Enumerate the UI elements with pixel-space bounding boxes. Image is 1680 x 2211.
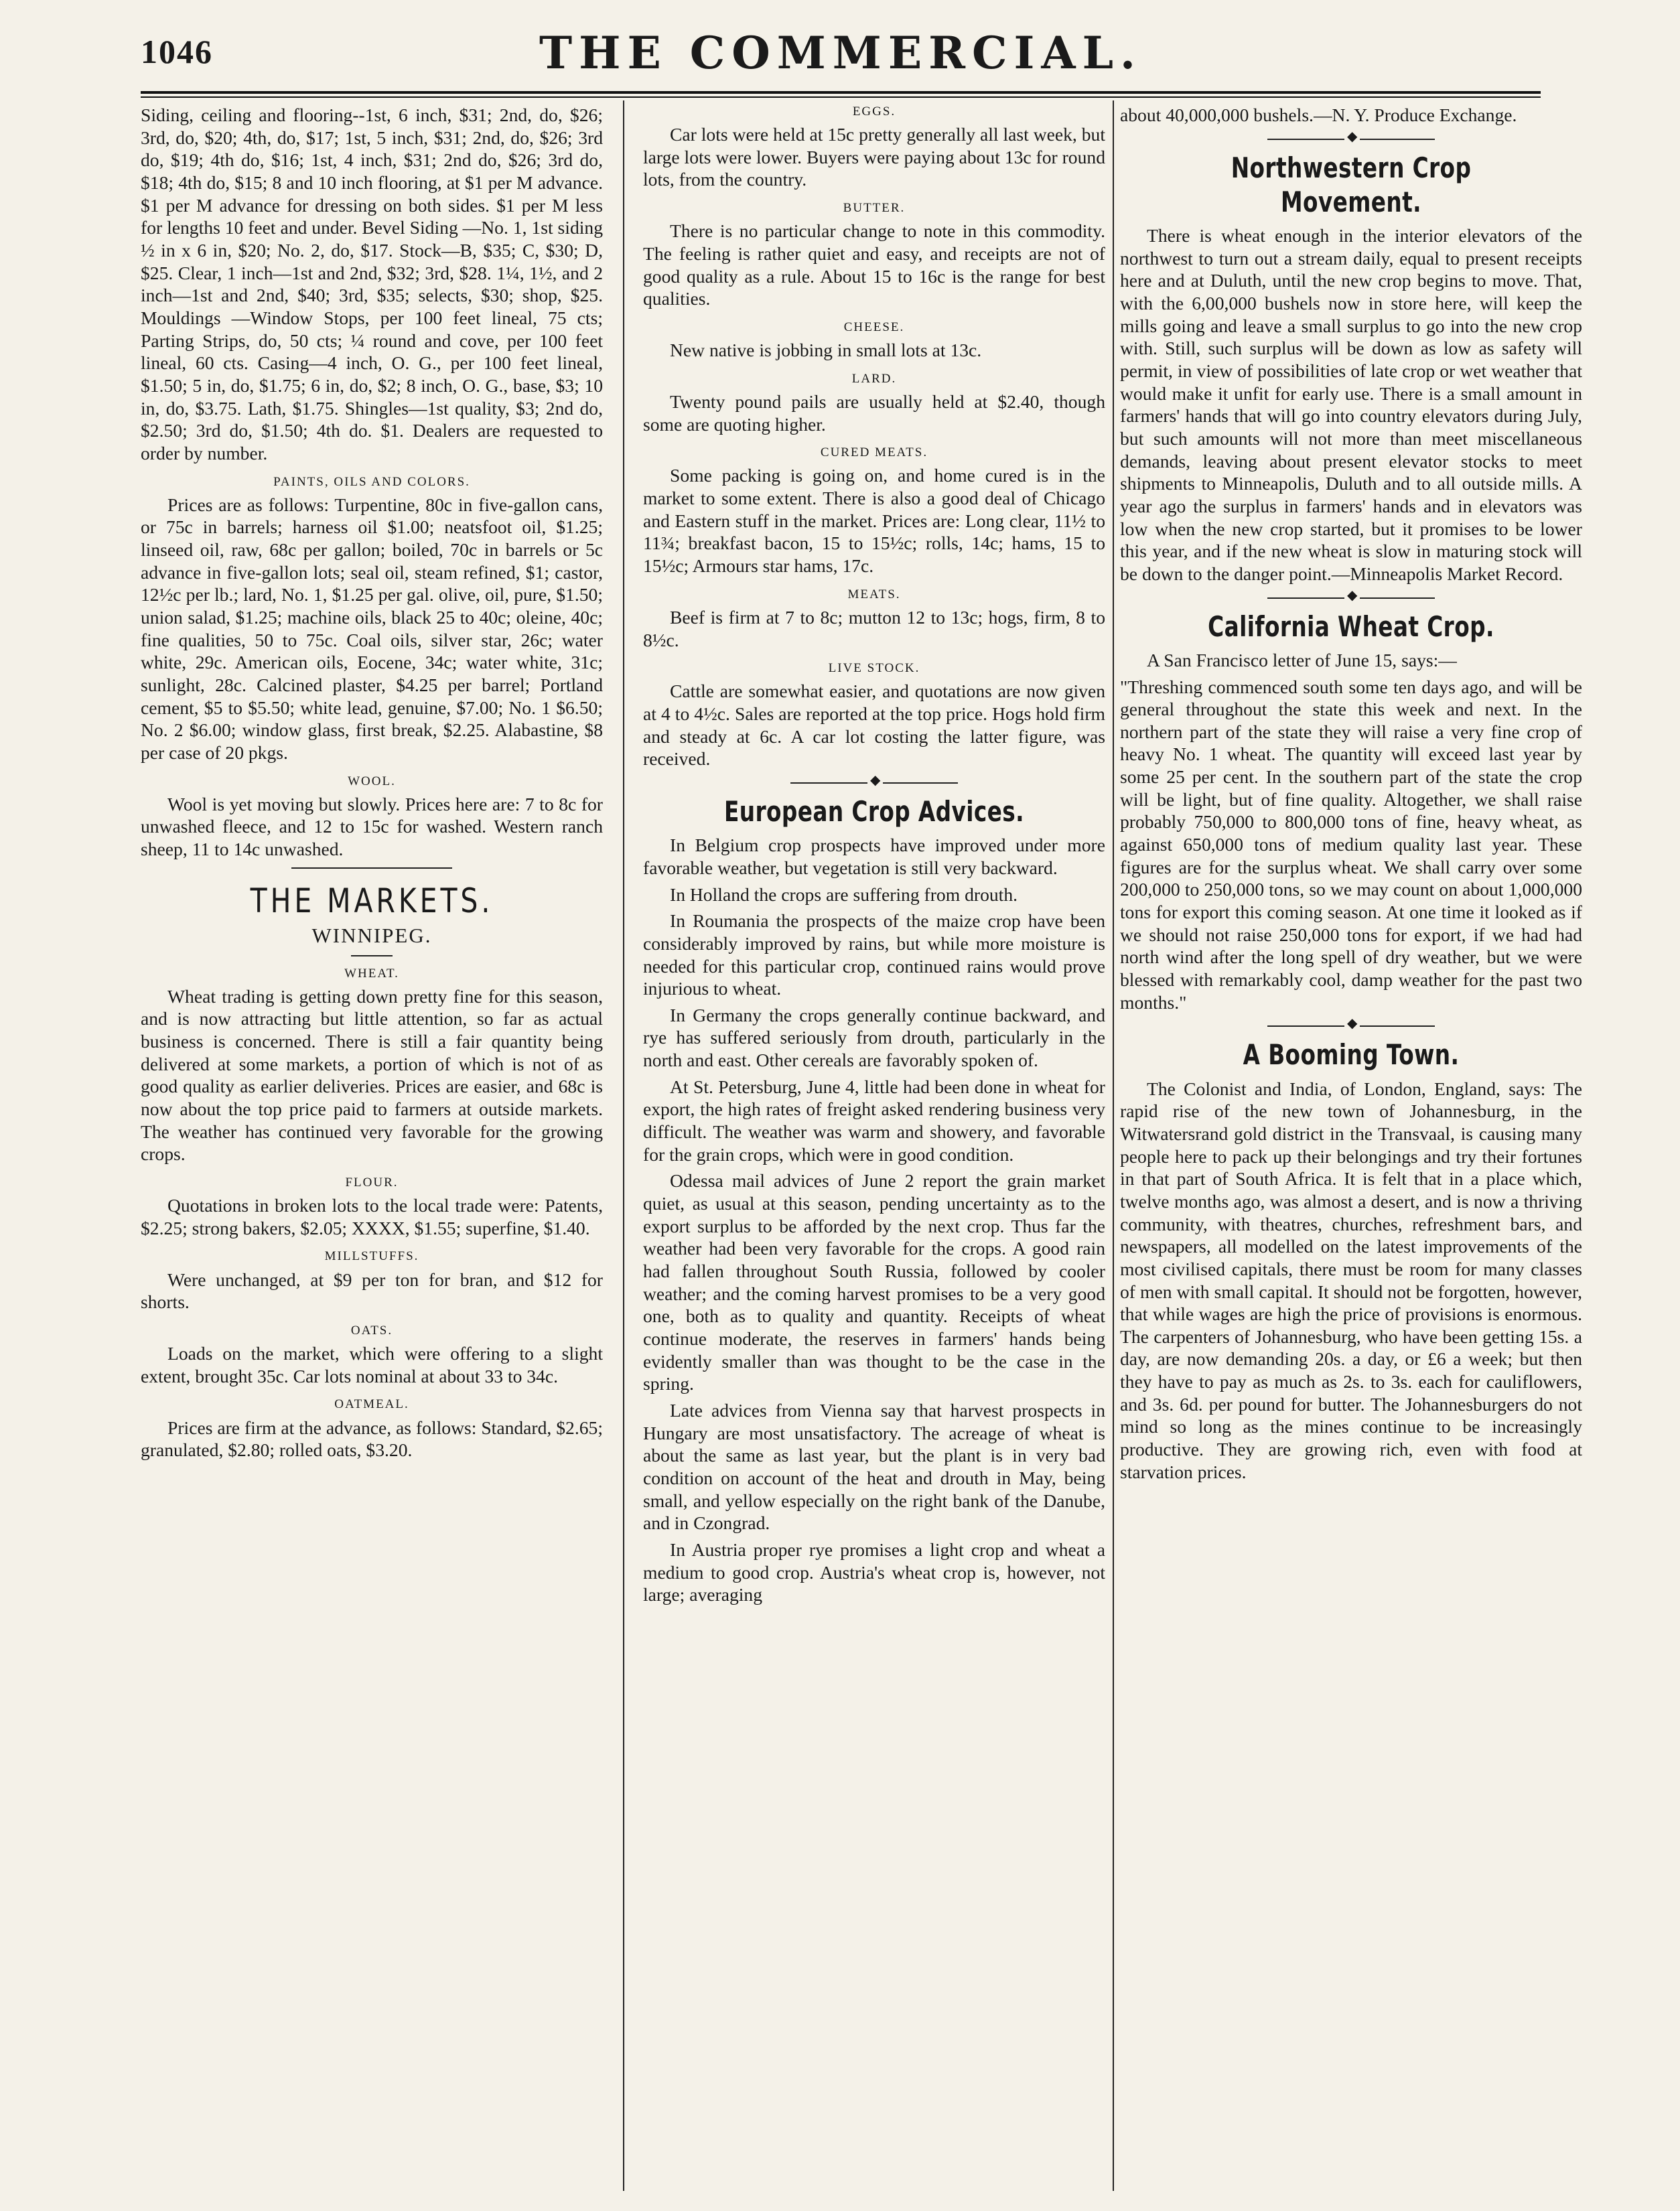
- euro-paragraph: In Belgium crop prospects have improved under more favorable weather, but vegetation is still very backward.: [643, 835, 1105, 878]
- cheese-subheading: CHEESE.: [843, 319, 905, 334]
- column-2: [643, 104, 1105, 2191]
- wool-report: Wool is yet moving but slowly. Prices here are: 7 to 8c for unwashed fleece, and 12 to 15c for washed. Western ranch sheep, 11 to 14c unwashed.: [141, 793, 603, 860]
- millstuffs-report: Were unchanged, at $9 per ton for bran, and $12 for shorts.: [141, 1269, 603, 1313]
- wheat-subheading: WHEAT.: [344, 966, 399, 981]
- oatmeal-subheading: OATMEAL.: [334, 1397, 409, 1412]
- booming-town-article: The Colonist and India, of London, England, says: The rapid rise of the new town of Johannesburg, in the Witwatersrand gold district in the Transvaal, is causing many people here to pack up their belongings and try their fortunes in that part of South Africa. It is felt that in a place which, twelve months ago, was almost a desert, and is now a thriving community, with theatres, churches, refreshment bars, and newspapers, all modelled on the latest improvements of the most civilised capitals, there must be room for many classes of men with small capital. It should not be forgotten, however, that while wages are high the price of provisions is enormous. The carpenters of Johannesburg, who have been getting 15s. a day, are now demanding 20s. a day, or £6 a week; but then they have to pay as much as 2s. to 3s. each for cauliflowers, and 3s. 6d. per pound for butter. The Johannesburgers do not mind so long as the mines continue to be increasingly productive. They are growing rich, even with food at starvation prices.: [1120, 1078, 1582, 1482]
- cured-meats-report: Some packing is going on, and home cured is in the market to some extent. There is also a good deal of Chicago and Eastern stuff in the market. Prices are: Long clear, 11½ to 11¾; breakfast bacon, 15 to 15½c; rolls, 14c; hams, 15 to 15½c; Armours star hams, 17c.: [643, 465, 1105, 577]
- column-1: [141, 104, 603, 2191]
- northwestern-crop-heading: Northwestern Crop Movement.: [1231, 151, 1472, 218]
- millstuffs-subheading: MILLSTUFFS.: [324, 1249, 419, 1264]
- ornamental-rule: [1267, 135, 1435, 144]
- ornamental-rule: [790, 778, 958, 788]
- euro-paragraph: In Holland the crops are suffering from drouth.: [670, 883, 1018, 905]
- euro-paragraph: In Germany the crops generally continue backward, and rye has suffered seriously from drouth, particularly in the north and east. Other cereals are favorably spoken of.: [643, 1004, 1105, 1071]
- meats-report: Beef is firm at 7 to 8c; mutton 12 to 13c; hogs, firm, 8 to 8½c.: [643, 606, 1105, 650]
- ornamental-rule: [1267, 593, 1435, 603]
- continued-text: about 40,000,000 bushels.—N. Y. Produce Exchange.: [1120, 104, 1517, 125]
- meats-subheading: MEATS.: [847, 587, 901, 601]
- california-wheat-article: "Threshing commenced south some ten days ago, and will be general throughout the state this week and next. In the northern part of the state they will raise a very fine crop of heavy No. 1 wheat. The quantity will exceed last year by some 25 per cent. In the southern part of the state the crop will be light, but of fine quality. Altogether, we shall raise probably 750,000 to 800,000 tons of fine, heavy wheat, as against 650,000 tons of medium quality last year. These figures are for the surplus wheat. We shall carry over some 200,000 to 250,000 tons, so we may count on about 1,000,000 tons for export this coming season. At one time it looked as if we should not raise 250,000 tons for export, if we had had north wind after the long spell of dry weather, but we were blessed with remarkably cool, damp weather for the past two months.": [1120, 676, 1582, 1013]
- eggs-report: Car lots were held at 15c pretty generally all last week, but large lots were lower. Buyers were paying about 13c for round lots, from the country.: [643, 124, 1105, 190]
- california-wheat-heading: California Wheat Crop.: [1208, 610, 1494, 643]
- flour-subheading: FLOUR.: [345, 1175, 399, 1190]
- california-intro: A San Francisco letter of June 15, says:—: [1147, 649, 1457, 670]
- euro-paragraph: At St. Petersburg, June 4, little had been done in wheat for export, the high rates of freight asked rendering business very difficult. The weather was warm and showery, and favorable for the grain crops, which were in good condition.: [643, 1076, 1105, 1165]
- oats-subheading: OATS.: [350, 1323, 393, 1338]
- euro-paragraph: Late advices from Vienna say that harvest prospects in Hungary are most unsatisfactory. The acreage of wheat is about the same as last year, but the plant is in very bad condition on account of the heat and drouth in May, being small, and yellow especially on the right bank of the Danube, and in Czongrad.: [643, 1399, 1105, 1534]
- lard-subheading: LARD.: [851, 371, 897, 386]
- butter-report: There is no particular change to note in this commodity. The feeling is rather quiet and easy, and receipts are not of good quality as a rule. About 15 to 16c is the range for best qualities.: [643, 220, 1105, 309]
- lumber-prices: Siding, ceiling and flooring--1st, 6 inch, $31; 2nd, do, $26; 3rd, do, $20; 4th, do, $17; 1st, 5 inch, $31; 2nd, do, $26; 3rd do, $19; 4th do, $16; 1st, 4 inch, $31; 2nd do, $26; 3rd do, $18; 4th do, $15; 8 and 10 inch flooring, at $1 per M advance. $1 per M advance for dressing on both sides. $1 per M less for lengths 10 feet and under. Bevel Siding —No. 1, 1st siding ½ in x 6 in, $20; No. 2, do, $17. Stock—B, $35; C, $30; D, $25. Clear, 1 inch—1st and 2nd, $32; 3rd, $28. 1¼, 1½, and 2 inch—1st and 2nd, $40; 3rd, $35; selects, $30; shop, $25. Mouldings —Window Stops, per 100 feet lineal, 75 cts; Parting Strips, do, 50 cts; ¼ round and cove, per 100 feet lineal, 60 cts. Casing—4 inch, O. G., per 100 feet lineal, $1.50; 5 in, do, $1.75; 6 in, do, $2; 8 inch, O. G., base, $3; 10 in, do, $3.75. Lath, $1.75. Shingles—1st quality, $3; 2nd do, $2.50; 3rd do, $1.50; 4th do. $1. Dealers are requested to order by number.: [141, 104, 603, 463]
- short-rule: [351, 955, 393, 956]
- wool-subheading: WOOL.: [348, 774, 396, 788]
- euro-paragraph: In Roumania the prospects of the maize crop have been considerably improved by rains, but while more moisture is needed for this particular crop, continued rains would prove injurious to wheat.: [643, 910, 1105, 999]
- live-stock-subheading: LIVE STOCK.: [828, 661, 920, 676]
- oats-report: Loads on the market, which were offering to a slight extent, brought 35c. Car lots nominal at about 33 to 34c.: [141, 1343, 603, 1386]
- oatmeal-report: Prices are firm at the advance, as follows: Standard, $2.65; granulated, $2.80; rolled oats, $3.20.: [141, 1417, 603, 1461]
- markets-heading: THE MARKETS.: [250, 881, 494, 920]
- masthead: [141, 27, 1541, 100]
- newspaper-title: THE COMMERCIAL.: [539, 27, 1143, 79]
- cheese-report: New native is jobbing in small lots at 13c.: [670, 340, 982, 361]
- column-divider-2: [1113, 100, 1114, 2191]
- column-divider-1: [623, 100, 624, 2191]
- paints-subheading: PAINTS, OILS AND COLORS.: [273, 474, 470, 489]
- paints-prices: Prices are as follows: Turpentine, 80c in five-gallon cans, or 75c in barrels; harness oil $1.00; neatsfoot oil, $1.25; linseed oil, raw, 68c per gallon; boiled, 70c in barrels or 5c advance in five-gallon lots; seal oil, steam refined, $1; castor, 12½c per lb.; lard, No. 1, $1.25 per gal. olive, oil, pure, $1.50; union salad, $1.25; machine oils, black 25 to 40c; oleine, 40c; fine qualities, 50 to 75c. Coal oils, silver star, 26c; water white, 29c. American oils, Eocene, 34c; water white, 31c; sunlight, 28c. Calcined plaster, $4.25 per barrel; Portland cement, $5 to $5.50; white lead, genuine, $7.00; No. 1 $6.50; No. 2 $6.00; window glass, first break, $2.25. Alabastine, $8 per case of 20 pkgs.: [141, 494, 603, 763]
- european-crop-heading: European Crop Advices.: [724, 794, 1024, 828]
- page-number: 1046: [141, 33, 213, 70]
- column-3: [1120, 104, 1582, 2191]
- ornamental-rule: [1267, 1021, 1435, 1031]
- wheat-report: Wheat trading is getting down pretty fine for this season, and is now attracting but little attention, so far as actual business is concerned. There is still a fair quantity being delivered at some markets, a portion of which is not of as good quality as earlier deliveries. Prices are easier, and 68c is now about the top price paid to farmers at outside markets. The weather has continued very favorable for the growing crops.: [141, 985, 603, 1165]
- euro-paragraph: In Austria proper rye promises a light crop and wheat a medium to good crop. Austria's wheat crop is, however, not large; averaging: [643, 1539, 1105, 1606]
- flour-report: Quotations in broken lots to the local trade were: Patents, $2.25; strong bakers, $2.05; XXXX, $1.55; superfine, $1.40.: [141, 1195, 603, 1238]
- city-heading: WINNIPEG.: [311, 923, 432, 947]
- live-stock-report: Cattle are somewhat easier, and quotations are now given at 4 to 4½c. Sales are reported at the top price. Hogs hold firm and steady at 6c. A car lot costing the latter figure, was received.: [643, 681, 1105, 770]
- eggs-subheading: EGGS.: [852, 104, 896, 119]
- euro-paragraph: Odessa mail advices of June 2 report the grain market quiet, as usual at this season, pending uncertainty as to the export surplus to be afforded by the next crop. Thus far the weather had been very favorable for the crops. A good rain had fallen throughout South Russia, followed by cooler weather; and the coming harvest promises to be a very good one, both as to quality and quantity. Receipts of wheat continue moderate, the reserves in farmers' hands being evidently smaller than was thought to be the case in the spring.: [643, 1170, 1105, 1395]
- lard-report: Twenty pound pails are usually held at $2.40, though some are quoting higher.: [643, 390, 1105, 435]
- butter-subheading: BUTTER.: [843, 201, 906, 216]
- northwestern-crop-article: There is wheat enough in the interior elevators of the northwest to turn out a stream daily, equal to present receipts here and at Duluth, until the new crop begins to move. That, with the 6,00,000 bushels now in store here, will keep the mills going and leave a small surplus to go into the new crop with. Still, such surplus will be down as low as safety will permit, in view of possibilities of late crop or wet weather that would make it unfit for early use. There is a small amount in farmers' hands that will go into country elevators during July, but such amounts will not more than meet miscellaneous demands, leaving about present elevator stocks to meet shipments to Minneapolis, Duluth and to all outside mills. A year ago the surplus in farmers' hands and in elevators was low when the new crop started, but it promises to be lower this year, and if the new wheat is slow in maturing stock will be down to the danger point.—Minneapolis Market Record.: [1120, 225, 1582, 584]
- masthead-rule-thick: [141, 91, 1541, 94]
- booming-town-heading: A Booming Town.: [1243, 1038, 1460, 1072]
- section-rule: [291, 867, 452, 869]
- cured-meats-subheading: CURED MEATS.: [820, 445, 928, 460]
- masthead-rule-thin: [141, 96, 1541, 98]
